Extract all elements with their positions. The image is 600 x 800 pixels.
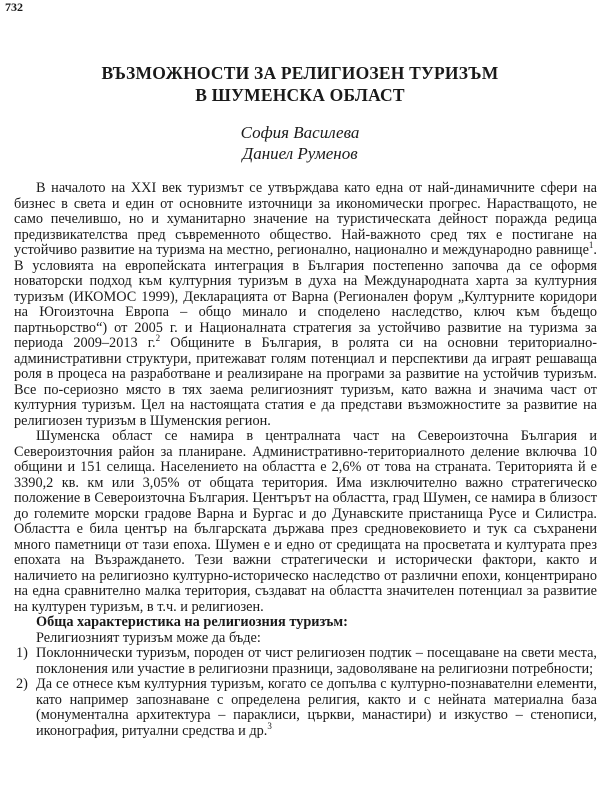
list-item-number: 1) — [16, 645, 28, 661]
page-number: 732 — [5, 0, 23, 14]
list-item-number: 2) — [16, 676, 28, 692]
article-title — [0, 62, 600, 106]
paragraph-region: Шуменска област се намира в централната част на Североизточна България и Североизточния район за планиране. Административно-териториалното деление включва 10 общини и 151 селища. Населението на областта е 2,6% от това на страната. Територията й е 3390,2 кв. км или 3,05% от общата територия. Има изключително важно стратегическо положение в Североизточна България. Центърът на областта, град Шумен, се намира в близост до големите морски градове Варна и Бургас и до Дунавските пристанища Русе и Силистра. Областта е била център на българската държава през средновековието и тук са съхранени много паметници от тази епоха. Шумен е и едно от средищата на просветата и културата през епохата на Възраждането. Тези важни стратегически и исторически фактори, както и наличието на религиозно културно-историческо наследство от различни епохи, концентрирано на една сравнително малка територия, създават на областта значителен потенциал за развитие на културен туризъм, в т.ч. и религиозен. — [14, 428, 597, 615]
paragraph-intro — [14, 181, 597, 429]
footnote-ref-3: 3 — [267, 720, 272, 731]
paragraph-intro-part-1: В началото на XXI век туризмът се утвърждава като една от най-динамичните сфери на бизнес в света и един от основните източници за икономически прогрес. Нарастващото, не само печелившо, но и хуманитарно значение на туристическата дейност поражда редица предизвикателства пред съвременното общество. Най-важното сред тях е постигане на устойчиво развитие на туризма на местно, регионално, национално и международно равнище — [14, 180, 597, 258]
paragraph-intro-part-3: Общините в България, в ролята си на основни териториално-административни структури, притежават голям потенциал и перспективи да играят решаваща роля в процеса на разработване и реализиране на програми за развитие на устойчив туризъм. Все по-сериозно място в тях заема религиозният туризъм, като важна и значима част от културния туризъм. Цел на настоящата статия е да представи възможностите за развитие на религиозен туризъм в Шуменския регион. — [14, 335, 597, 429]
title-line-1: ВЪЗМОЖНОСТИ ЗА РЕЛИГИОЗЕН ТУРИЗЪМ — [101, 63, 499, 83]
footnote-ref-2: 2 — [155, 333, 161, 344]
list-item-body: Поклоннически туризъм, породен от чист религиозен подтик – посещаване на свети места, поклонения или участие в религиозни празници, задоволяване на религиозни потребности; — [36, 645, 597, 677]
list-item-text — [36, 677, 597, 739]
article-body — [14, 181, 597, 739]
list-item — [14, 646, 597, 677]
list-item-body: Да се отнесе към културния туризъм, когато се допълва с културно-познавателни елементи, като например запознаване с определена религия, както и с нейната материална база (монументална архитектура – параклиси, църкви, манастири) и изкуство – стенописи, иконография, ритуални средства и др. — [36, 676, 597, 739]
footnote-ref-1: 1 — [588, 240, 594, 251]
author-1: София Василева — [240, 123, 360, 142]
author-2: Даниел Руменов — [242, 144, 358, 163]
section-heading: Обща характеристика на религиозния туризъм: — [36, 614, 348, 630]
list-item-text — [36, 646, 597, 677]
title-line-2: В ШУМЕНСКА ОБЛАСТ — [195, 85, 405, 105]
author-list — [0, 122, 600, 164]
paragraph-intro-part-2: . В условията на европейската интеграция в България постепенно започва да се оформя новаторски подход към културния туризъм в духа на Международната харта за културния туризъм (ИКОМОС 1999), Декларацията от Варна (Регионален форум „Културните коридори на Югоизточна Европа – общо минало и споделено наследство, ключ към бъдещо партньорство“) от 2005 г. и Националната стратегия за устойчиво развитие на туризма за периода 2009–2013 г. — [14, 242, 597, 351]
list-item — [14, 677, 597, 739]
list-lead: Религиозният туризъм може да бъде: — [36, 629, 261, 646]
